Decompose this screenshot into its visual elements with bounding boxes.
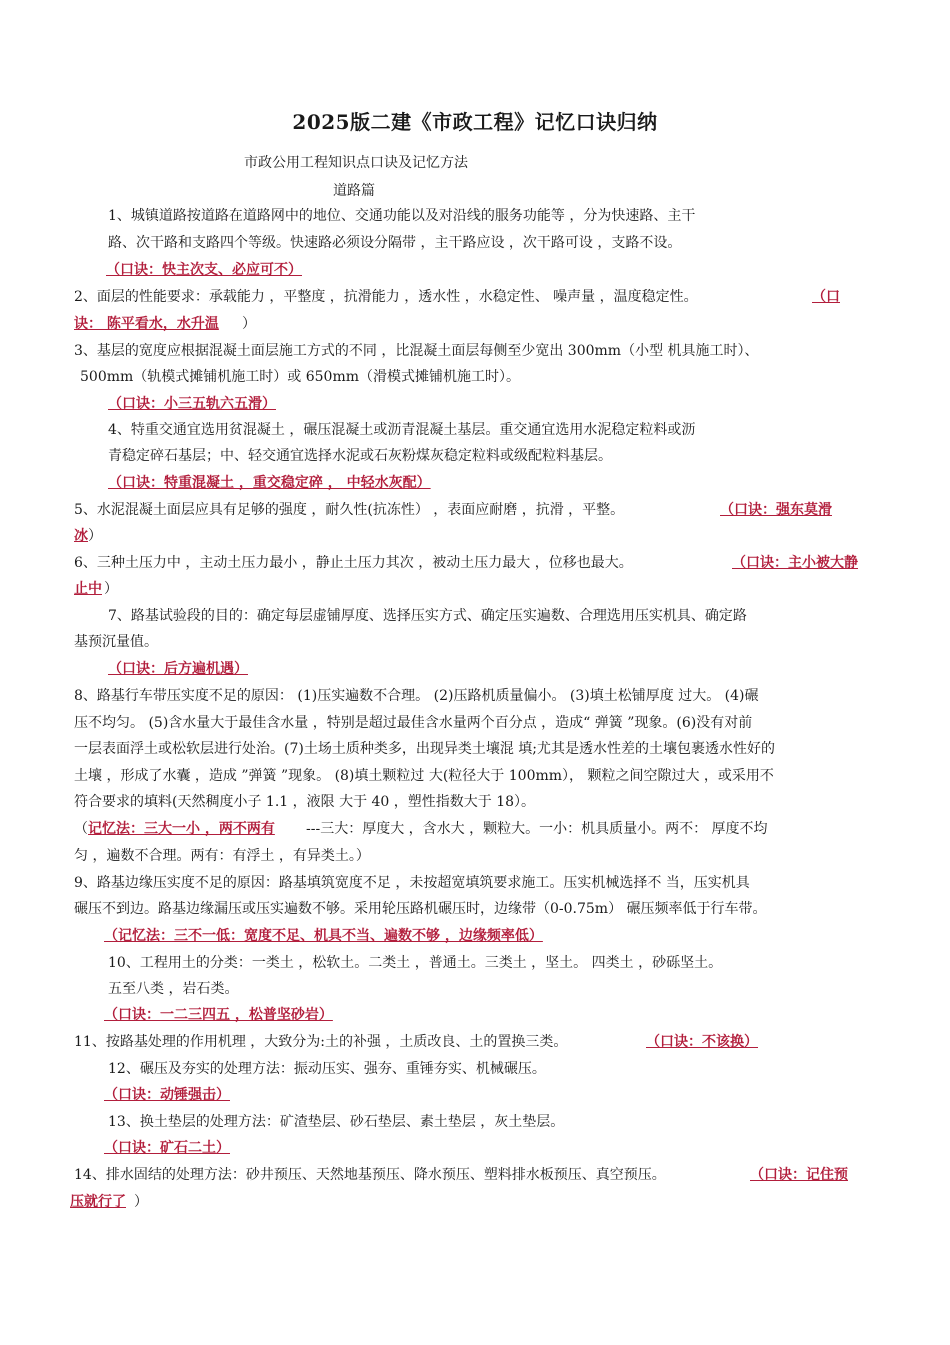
text-line: 符合要求的填料(天然稠度小子 1.1 ，液限 大于 40 ，塑性指数大于 18）。 (74, 794, 536, 810)
text-line: ） (88, 528, 102, 544)
text-line: 1、城镇道路按道路在道路网中的地位、交通功能以及对沿线的服务功能等 ，分为快速路、主干 (108, 208, 696, 224)
text-line: 9、路基边缘压实度不足的原因：路基填筑宽度不足 ，未按超宽填筑要求施工。压实机械选择不 当，压实机具 (74, 875, 750, 891)
text-line: 匀 ，遍数不合理。两有：有浮土 ，有异类土。） (74, 848, 370, 864)
text-line: 14、排水固结的处理方法：砂井预压、天然地基预压、降水预压、塑料排水板预压、真空预压。 (74, 1167, 666, 1183)
mnemonic: （口诀：记住预 (750, 1167, 848, 1183)
mnemonic: 止中 (74, 581, 102, 597)
mnemonic: （口诀：强东莫滑 (720, 502, 832, 518)
mnemonic: （口诀：不该换） (646, 1034, 758, 1050)
mnemonic: （口诀：主小被大静 (732, 555, 858, 571)
text-line: 10、工程用土的分类：一类土 ，松软土。二类土 ，普通土。三类土 ，坚土。 四类土 ，砂砾坚土。 (108, 955, 723, 971)
text-line: ---三大：厚度大 ，含水大 ，颗粒大。一小：机具质量小。两不： 厚度不均 (306, 821, 768, 837)
mnemonic: （口 (812, 289, 840, 305)
mnemonic: 冰 (74, 528, 88, 544)
text-line: 7、路基试验段的目的：确定每层虚铺厚度、选择压实方式、确定压实遍数、合理选用压实机具、确定路 (108, 608, 747, 624)
mnemonic: （口诀：矿石二土） (104, 1140, 230, 1156)
text-line: 土壤 ，形成了水囊 ，造成 ”弹簧 ”现象。 (8)填土颗粒过 大(粒径大于 100mm）， 颗粒之间空隙过大 ，或采用不 (74, 768, 774, 784)
text-line: 6、三种土压力中 ，主动土压力最小 ，静止土压力其次 ，被动土压力最大 ，位移也最大。 (74, 555, 633, 571)
mnemonic: 压就行了 (70, 1194, 126, 1210)
text-line: （ (74, 821, 88, 837)
text-line: 2、面层的性能要求：承载能力 ，平整度 ，抗滑能力 ，透水性 ，水稳定性、 噪声量 ，温度稳定性。 (74, 289, 698, 305)
section-heading: 道路篇 (333, 183, 375, 199)
text-line: 12、碾压及夯实的处理方法：振动压实、强夯、重锤夯实、机械碾压。 (108, 1061, 546, 1077)
text-line: 4、特重交通宜选用贫混凝土 ，碾压混凝土或沥青混凝土基层。重交通宜选用水泥稳定粒料或沥 (108, 422, 696, 438)
doc-subtitle: 市政公用工程知识点口诀及记忆方法 (244, 155, 468, 171)
text-line: ） (242, 316, 256, 332)
text-line: 一层表面浮土或松软层进行处治。(7)土场土质种类多，出现异类土壤混 填;尤其是透水性差的土壤包裹透水性好的 (74, 741, 775, 757)
text-line: 基预沉量值。 (74, 634, 158, 650)
text-line: 碾压不到边。路基边缘漏压或压实遍数不够。采用轮压路机碾压时，边缘带（0-0.75m） 碾压频率低于行车带。 (74, 901, 767, 917)
text-line: 13、换土垫层的处理方法：矿渣垫层、砂石垫层、素土垫层 ，灰土垫层。 (108, 1114, 565, 1130)
mnemonic: （记忆法：三不一低：宽度不足、机具不当、遍数不够 ，边缘频率低） (104, 928, 543, 944)
text-line: 青稳定碎石基层；中、轻交通宜选择水泥或石灰粉煤灰稳定粒料或级配粒料基层。 (108, 448, 612, 464)
text-line: 3、基层的宽度应根据混凝土面层施工方式的不同 ，比混凝土面层每侧至少宽出 300mm（小型 机具施工时）、 (74, 343, 759, 359)
text-line: 8、路基行车带压实度不足的原因： (1)压实遍数不合理。 (2)压路机质量偏小。 (3)填土松铺厚度 过大。 (4)碾 (74, 688, 759, 704)
text-line: ） (134, 1194, 148, 1210)
text-line: 五至八类 ，岩石类。 (108, 981, 239, 997)
mnemonic: 记忆法：三大一小 ，两不两有 (88, 821, 275, 837)
text-line: ） (104, 581, 118, 597)
text-line: 压不均匀。 (5)含水量大于最佳含水量 ，特别是超过最佳含水量两个百分点 ，造成“ 弹簧 ”现象。(6)没有对前 (74, 715, 753, 731)
mnemonic: （口诀：特重混凝土 ，重交稳定碎 ， 中轻水灰配） (108, 475, 431, 491)
text-line: 5、水泥混凝土面层应具有足够的强度 ，耐久性(抗冻性） ，表面应耐磨 ，抗滑 ，平整。 (74, 502, 625, 518)
mnemonic: （口诀：后方遍机遇） (108, 661, 248, 677)
text-line: 路、次干路和支路四个等级。快速路必须设分隔带 ，主干路应设 ，次干路可设 ，支路不设。 (108, 235, 682, 251)
mnemonic: （口诀：动锤强击） (104, 1087, 230, 1103)
mnemonic: （口诀：小三五轨六五滑） (108, 396, 276, 412)
mnemonic: （口诀：一二三四五 ，松普坚砂岩） (104, 1007, 333, 1023)
text-line: 11、按路基处理的作用机理 ，大致分为:土的补强 ，土质改良、土的置换三类。 (74, 1034, 568, 1050)
mnemonic: 诀： 陈平看水，水升温 (74, 316, 219, 332)
mnemonic: （口诀：快主次支、必应可不） (106, 262, 302, 278)
text-line: 500mm（轨模式摊铺机施工时）或 650mm（滑模式摊铺机施工时）。 (80, 369, 520, 385)
doc-title: 2025版二建《市政工程》记忆口诀归纳 (292, 110, 658, 134)
